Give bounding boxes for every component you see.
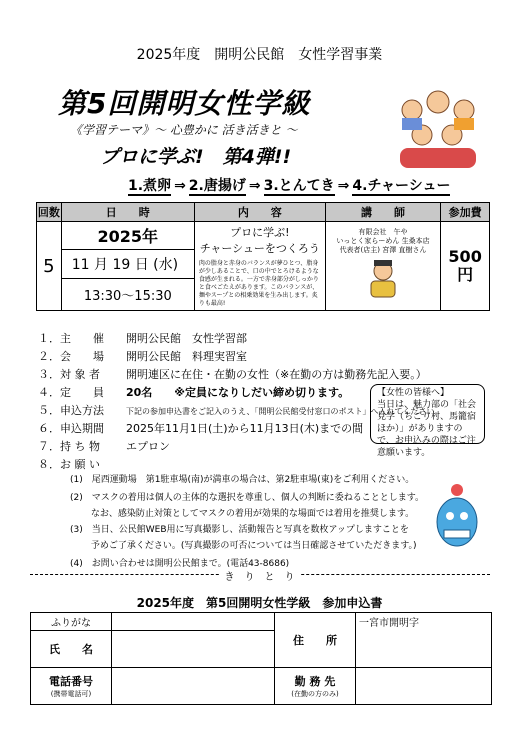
arrow-icon: ⇒ [174, 178, 186, 194]
furigana-label: ふりがな [31, 613, 112, 631]
step-2: 2.唐揚げ [188, 178, 246, 194]
info-row [38, 420, 363, 436]
request-item: (1) 尾西運動場 第1駐車場(南)が満車の場合は、第2駐車場(東)をご利用ください。 [70, 475, 415, 485]
arrow-icon: ⇒ [337, 178, 350, 194]
info-value: エプロン [126, 440, 170, 453]
info-label: ７．持 ち 物 [38, 440, 100, 453]
info-row [38, 456, 126, 472]
info-label: ８．お 願 い [38, 458, 100, 471]
step-4: 4.チャーシュー [352, 178, 451, 194]
info-row [38, 330, 247, 346]
address-label: 住 所 [275, 613, 356, 668]
group-photo-illustration [392, 80, 484, 170]
phone-note: (携帯電話可) [50, 690, 92, 698]
arrow-icon: ⇒ [248, 178, 261, 194]
work-label [275, 668, 356, 705]
request-item: (2) マスクの着用は個人の主体的な選択を尊重し、個人の判断に委ねることとします。 [70, 493, 425, 503]
work-label-text: 勤 務 先 [294, 675, 336, 688]
info-value: 2025年11月1日(土)から11月13日(木)までの間 [126, 422, 364, 435]
info-value: 20名 ※定員になりしだい締め切ります。 [126, 386, 350, 399]
mascot-illustration [432, 482, 482, 548]
session-year: 2025年 [61, 222, 194, 250]
cut-text: き り と り [219, 572, 301, 583]
step-1: 1.煮卵 [128, 178, 172, 194]
session-date: 11 月 19 日 (水) [61, 250, 194, 278]
session-time: 13:30～15:30 [61, 278, 194, 310]
info-value: 開明連区に在住・在勤の女性（※在勤の方は勤務先記入要。） [126, 368, 427, 381]
step-3: 3.とんてき [263, 178, 335, 194]
schedule-table [36, 202, 490, 311]
form-title: 2025年度 第5回開明女性学級 参加申込書 [136, 596, 383, 610]
request-item: なお、感染防止対策としてマスクの着用が効果的な場面では着用を推奨します。 [70, 509, 415, 519]
phone-label-text: 電話番号 [49, 675, 93, 688]
info-value: 開明公民館 女性学習部 [126, 332, 247, 345]
info-row [38, 366, 427, 382]
header-text: 2025年度 開明公民館 女性学習事業 [136, 47, 383, 63]
col-header-num: 回数 [37, 203, 62, 222]
info-label: ５．申込方法 [38, 404, 104, 417]
info-value: 下記の参加申込書をご記入のうえ、「開明公民館受付窓口のポスト」へ入れてください。 [126, 407, 443, 416]
content-description: 肉の脂身と赤身のバランスが夢ひとつ、脂身が少しあることで、口の中でとろけるような食感が生まれる。一方で赤身部分がしっかりと食べごたえがあります。このバランスが、麺やスープとの相乗効果を生み出します。炙りも最高! [198, 260, 319, 307]
chef-illustration [326, 259, 440, 302]
cut-label [0, 568, 519, 583]
info-label: １．主 催 [38, 332, 104, 345]
phone-label [31, 668, 112, 705]
phone-field[interactable] [112, 668, 275, 705]
name-field[interactable] [112, 631, 275, 668]
teacher-info: 有限会社 午や いっとく家らーめん 生桑本店 代表者(店主) 宮澤 直樹さん [336, 228, 430, 254]
work-field[interactable] [356, 668, 492, 705]
application-form [30, 612, 492, 705]
col-header-teacher: 講 師 [325, 203, 440, 222]
work-note: (在勤の方のみ) [291, 690, 339, 698]
info-label: ４．定 員 [38, 386, 104, 399]
fee-value: 500 円 [441, 222, 490, 311]
session-number: 5 [37, 222, 62, 311]
notice-box: 【女性の皆様へ】 当日は、魅力部の「社会見学（ちごり村、馬籠宿ほか）」がありますので、お申込みの際はご注意願います。 [370, 384, 485, 444]
col-header-fee: 参加費 [441, 203, 490, 222]
info-row [38, 438, 170, 454]
info-value: 開明公民館 料理実習室 [126, 350, 247, 363]
info-label: ３．対 象 者 [38, 368, 100, 381]
theme-text: 《学習テーマ》～ 心豊かに 活き活きと ～ [70, 123, 298, 137]
content-title: プロに学ぶ! チャーシューをつくろう [199, 226, 320, 255]
request-item: (3) 当日、公民館WEB用に写真撮影し、活動報告と写真を数枚アップしますことを [70, 525, 409, 535]
teacher-cell [325, 222, 440, 311]
subtitle: プロに学ぶ! 第4弾!! [100, 146, 292, 168]
info-label: ６．申込期間 [38, 422, 104, 435]
furigana-field[interactable] [112, 613, 275, 631]
info-label: ２．会 場 [38, 350, 104, 363]
info-row [38, 384, 349, 400]
request-item: 予めご了承ください。(写真撮影の可否については当日確認させていただきます。) [70, 541, 417, 551]
col-header-content: 内 容 [194, 203, 325, 222]
page-title: 第5回開明女性学級 [58, 87, 311, 120]
request-item: (4) お問い合わせは開明公民館まで。(電話43-8686) [70, 559, 290, 569]
info-row [38, 348, 247, 364]
col-header-datetime: 日 時 [61, 203, 194, 222]
address-field[interactable]: 一宮市開明字 [356, 613, 492, 668]
content-cell [194, 222, 325, 311]
steps-list [128, 175, 450, 195]
name-label: 氏 名 [31, 631, 112, 668]
